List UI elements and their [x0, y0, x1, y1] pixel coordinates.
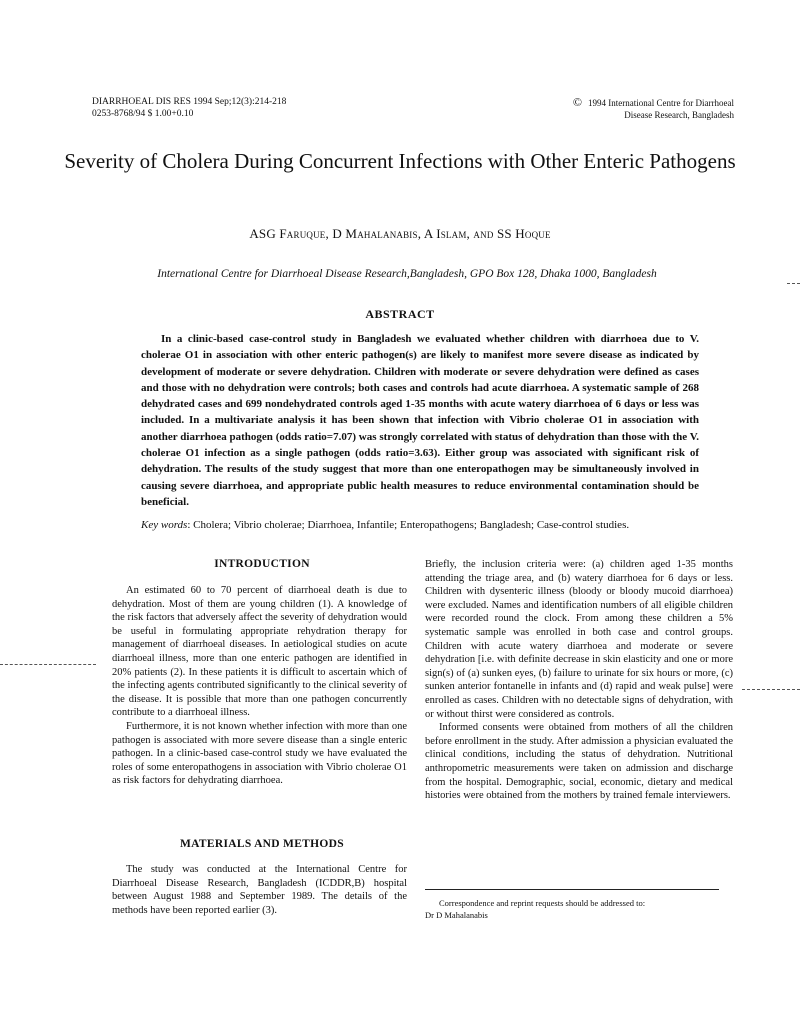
abstract-text: In a clinic-based case-control study in Bangladesh we evaluated whether children with diarrhoea due to V. cholerae O1 in association with other enteric pathogen(s) are likely to manifest more severe disease as indicated by development of moderate or severe dehydration. Children with moderate or severe dehydration were defined as cases and those with no dehydration were controls; both cases and controls had acute diarrhoea. A systematic sample of 268 dehydrated cases and 699 nondehydrated controls aged 1-35 months with acute watery diarrhoea of 6 days or less was included. In a multivariate analysis it has been shown that infection with Vibrio cholerae O1 in association with another diarrhoea pathogen (odds ratio=7.07) was strongly correlated with status of dehydration than those with the V. cholerae O1 infection as a single pathogen (odds ratio=3.63). Either group was associated with significant risk of dehydration. The results of the study suggest that more than one enteropathogen may be simultaneously involved in causing severe diarrhoea, and appropriate public health measures to reduce environmental contamination should be beneficial. [141, 333, 699, 508]
introduction-paragraph-1: An estimated 60 to 70 percent of diarrhoeal death is due to dehydration. Most of them are young children (1). A knowledge of the risk factors that adversely affect the severity of dehydration would be useful in formulating appropriate rehydration therapy for management of diarrhoeal diseases. In aetiological studies on acute diarrhoeal illness, more than one enteric pathogen are identified in 20% patients (2). In these patients it is difficult to ascertain which of the infecting agents contributed significantly to the clinical severity of the disease. It is possible that more than one pathogen concurrently contribute to a diarrhoeal illness. [112, 585, 407, 719]
introduction-paragraph-2: Furthermore, it is not known whether infection with more than one pathogen is associated with more severe disease than a single enteric pathogen. In a clinic-based case-control study we have evaluated the roles of some enteropathogens in association with Vibrio cholerae O1 as risk factors for dehydrating diarrhoea. [112, 720, 407, 787]
paper-title: Severity of Cholera During Concurrent Infections with Other Enteric Pathogens [64, 149, 736, 173]
footnote-line-2: Dr D Mahalanabis [425, 910, 488, 920]
right-column-paragraph-2: Informed consents were obtained from mothers of all the children before enrollment in the study. After admission a physician evaluated the clinical conditions, including the status of dehydration. Nutritional anthropometric measurements were taken on admission and discharge from the hospital. Demographic, social, economic, dietary and medical histories were obtained from the mothers by trained female interviewers. [425, 722, 733, 802]
right-column-body [425, 558, 733, 803]
introduction-body [112, 584, 407, 788]
issn-line: 0253-8768/94 $ 1.00+0.10 [92, 109, 194, 119]
copyright-line-1: 1994 International Centre for Diarrhoeal [588, 98, 734, 108]
scan-artifact-mark [742, 689, 800, 690]
affiliation: International Centre for Diarrhoeal Disease Research,Bangladesh, GPO Box 128, Dhaka 1000, Bangladesh [157, 268, 657, 280]
keywords-label: Key words [141, 519, 188, 531]
scan-artifact-mark [787, 283, 800, 284]
copyright-line-2: Disease Research, Bangladesh [624, 110, 734, 120]
keywords [141, 518, 699, 532]
scan-artifact-mark [0, 664, 96, 665]
abstract-heading: ABSTRACT [365, 307, 435, 321]
methods-heading: MATERIALS AND METHODS [180, 838, 344, 850]
journal-header [92, 96, 286, 120]
keywords-text: : Cholera; Vibrio cholerae; Diarrhoea, Infantile; Enteropathogens; Bangladesh; Case-control studies. [187, 519, 630, 531]
methods-body [112, 863, 407, 917]
introduction-heading: INTRODUCTION [214, 558, 310, 570]
footnote-line-1: Correspondence and reprint requests should be addressed to: [439, 898, 646, 908]
author-list: ASG Faruque, D Mahalanabis, A Islam, and SS Hoque [249, 226, 551, 241]
correspondence-footnote [425, 897, 733, 921]
copyright-icon: © [572, 95, 583, 109]
footnote-rule [425, 889, 719, 890]
copyright-header [573, 96, 734, 121]
methods-paragraph-1: The study was conducted at the International Centre for Diarrhoeal Disease Research, Bangladesh (ICDDR,B) hospital between August 1988 and September 1989. The details of the methods have been reported earlier (3). [112, 864, 407, 916]
right-column-paragraph-1: Briefly, the inclusion criteria were: (a) children aged 1-35 months attending the triage area, and (b) watery diarrhoea for 6 days or less. Children with dysenteric illness (bloody or bloody mucoid diarrhoea) were excluded. Names and identification numbers of all eligible children were recorded round the clock. From among these children a 5% systematic sample was enrolled in both case and control groups. Children with acute watery diarrhoea and moderate or severe dehydration [i.e. with definite decrease in skin elasticity and one or more sign(s) of (a) sunken eyes, (b) failure to urinate for six hours or more, (c) sunken anterior fontanelle in infants and (d) rapid and weak pulse] were enrolled as cases. Children with no detectable signs of dehydration, with or without thirst were considered as controls. [425, 559, 733, 720]
journal-citation: DIARRHOEAL DIS RES 1994 Sep;12(3):214-218 [92, 97, 287, 107]
